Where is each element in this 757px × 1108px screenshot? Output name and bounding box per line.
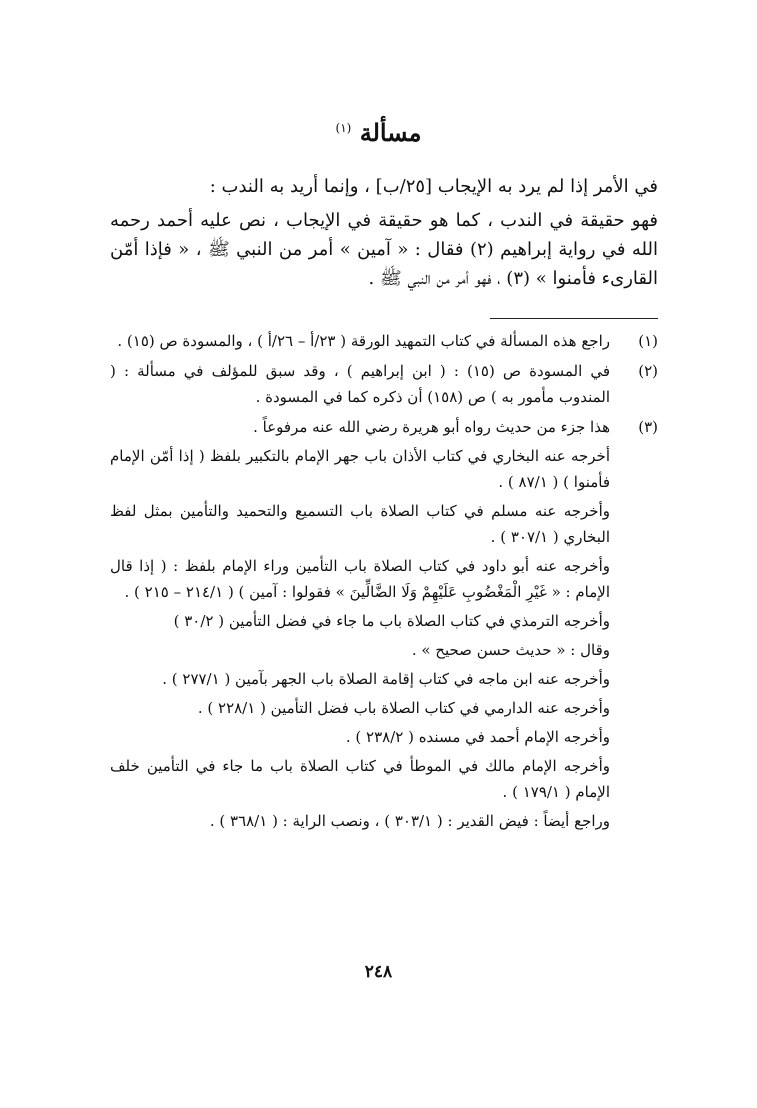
footnote-number: (٢)	[638, 362, 658, 380]
footnote-3	[110, 414, 658, 834]
page-title	[0, 118, 757, 147]
main-paragraph-2: فهو حقيقة في الندب ، كما هو حقيقة في الإيجاب ، نص عليه أحمد رحمه الله في رواية إبراهيم (٢) فقال : « آمين » أمر من النبي ﷺ ، « فإذا أمّن القارىء فأمنوا » (٣) ، فهو أمر من النبي ﷺ .	[110, 210, 658, 289]
footnote-divider	[490, 318, 658, 319]
footnote-line: وأخرجه عنه أبو داود في كتاب الصلاة باب التأمين وراء الإمام بلفظ : ( إذا قال الإمام : « غَيْرِ الْمَغْضُوبِ عَلَيْهِمْ وَلَا الضَّالِّينَ » فقولوا : آمين ) ( ٢١٤/١ – ٢١٥ ) .	[110, 557, 610, 601]
footnote-line: وأخرجه الإمام مالك في الموطأ في كتاب الصلاة باب ما جاء في التأمين خلف الإمام ( ١٧٩/١ ) .	[110, 757, 610, 801]
main-text	[110, 172, 658, 293]
footnote-line: في المسودة ص (١٥) : ( ابن إبراهيم ) ، وقد سبق للمؤلف في مسألة : ( المندوب مأمور به ) ص (١٥٨) أن ذكره كما في المسودة .	[110, 362, 611, 406]
footnote-line: وأخرجه عنه مسلم في كتاب الصلاة باب التسميع والتحميد والتأمين بمثل لفظ البخاري ( ٣٠٧/١ ) .	[110, 502, 610, 546]
footnote-number: (٣)	[638, 418, 658, 436]
title-footnote-ref: (١)	[335, 121, 352, 135]
footnote-1	[110, 328, 658, 354]
footnote-line: وأخرجه عنه الدارمي في كتاب الصلاة باب فضل التأمين ( ٢٢٨/١ ) .	[197, 699, 610, 717]
footnote-line: راجع هذه المسألة في كتاب التمهيد الورقة ( ٢٣/أ – ٢٦/أ ) ، والمسودة ص (١٥) .	[117, 332, 610, 350]
footnote-line: وأخرجه عنه ابن ماجه في كتاب إقامة الصلاة باب الجهر بآمين ( ٢٧٧/١ ) .	[162, 670, 610, 688]
footnote-line: وقال : « حديث حسن صحيح » .	[411, 641, 610, 659]
footnote-line: وأخرجه الترمذي في كتاب الصلاة باب ما جاء في فضل التأمين ( ٣٠/٢ )	[173, 612, 610, 630]
footnote-line: وأخرجه الإمام أحمد في مسنده ( ٢٣٨/٢ ) .	[345, 728, 610, 746]
main-line-1: في الأمر إذا لم يرد به الإيجاب [٢٥/ب] ، وإنما أريد به الندب :	[209, 176, 658, 197]
footnote-number: (١)	[638, 332, 658, 350]
footnote-line: وراجع أيضاً : فيض القدير : ( ٣٠٣/١ ) ، ونصب الراية : ( ٣٦٨/١ ) .	[209, 812, 610, 830]
footnote-2	[110, 358, 658, 410]
footnote-line: أخرجه عنه البخاري في كتاب الأذان باب جهر الإمام بالتكبير بلفظ ( إذا أمّن الإمام فأمنوا ) ( ٨٧/١ ) .	[110, 447, 610, 491]
footnote-line: هذا جزء من حديث رواه أبو هريرة رضي الله عنه مرفوعاً .	[253, 418, 610, 436]
page-number: ٢٤٨	[364, 962, 393, 982]
title-text: مسألة	[359, 118, 422, 147]
footnotes	[110, 328, 658, 838]
